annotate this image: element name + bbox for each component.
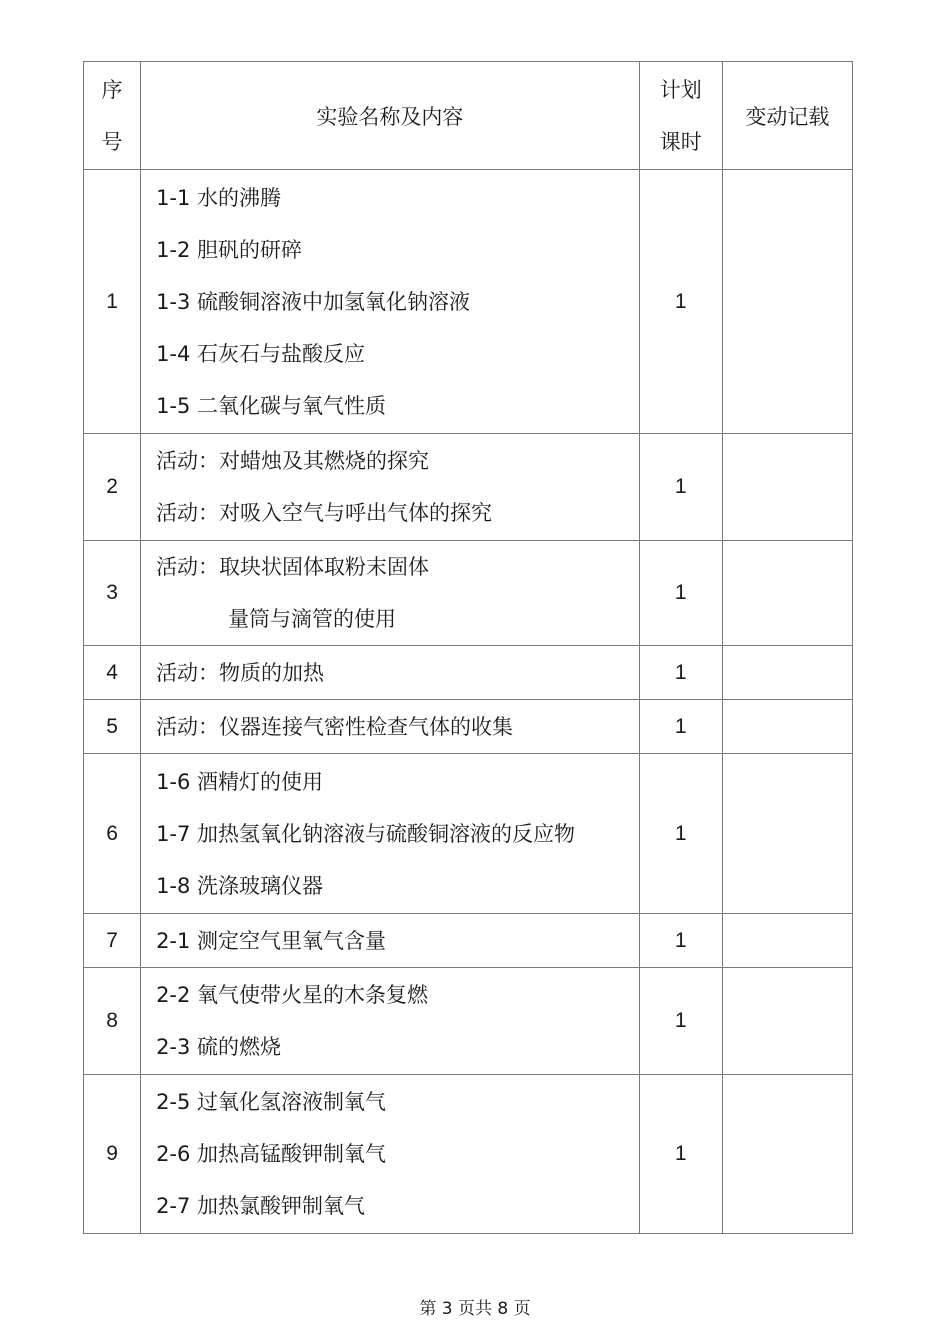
row-experiment-content [141,968,640,1075]
experiment-item: 活动：仪器连接气密性检查气体的收集 [156,714,514,739]
table-row [84,754,853,914]
experiment-item: 1-4 石灰石与盐酸反应 [156,341,366,366]
row-serial-number: 7 [84,914,141,968]
row-planned-hours: 1 [639,1075,722,1234]
table-row [84,434,853,541]
header-planned-hours [639,62,722,170]
row-experiment-content [141,1075,640,1234]
experiment-item: 1-8 洗涤玻璃仪器 [156,873,324,898]
row-experiment-content [141,914,640,968]
table-header-row [84,62,853,170]
experiment-item: 1-2 胆矾的研碎 [156,237,303,262]
experiment-item: 1-3 硫酸铜溶液中加氢氧化钠溶液 [156,289,471,314]
row-serial-number: 9 [84,1075,141,1234]
experiment-item: 2-2 氧气使带火星的木条复燃 [156,983,429,1007]
experiment-item: 2-6 加热高锰酸钾制氧气 [156,1142,387,1166]
row-planned-hours: 1 [639,700,722,754]
row-planned-hours: 1 [639,434,722,541]
table-row [84,541,853,646]
row-serial-number: 2 [84,434,141,541]
header-serial-line-1: 序 [101,77,123,102]
row-planned-hours: 1 [639,754,722,914]
row-change-record [722,541,852,646]
header-hours-line-2: 课时 [659,129,702,154]
row-serial-number: 8 [84,968,141,1075]
table-row [84,700,853,754]
experiment-item: 活动：物质的加热 [156,660,325,685]
row-experiment-content [141,541,640,646]
header-experiment-name: 实验名称及内容 [141,62,640,170]
experiment-item: 活动：对吸入空气与呼出气体的探究 [156,501,493,525]
header-serial-number [84,62,141,170]
row-experiment-content [141,170,640,434]
experiment-item: 1-5 二氧化碳与氧气性质 [156,393,387,418]
row-change-record [722,968,852,1075]
row-planned-hours: 1 [639,914,722,968]
experiment-item: 2-1 测定空气里氧气含量 [156,928,387,953]
row-experiment-content [141,434,640,541]
row-change-record [722,1075,852,1234]
header-serial-line-2: 号 [101,129,123,154]
row-planned-hours: 1 [639,170,722,434]
row-experiment-content [141,646,640,700]
row-change-record [722,646,852,700]
header-change-record: 变动记载 [722,62,852,170]
row-experiment-content [141,700,640,754]
table-row [84,646,853,700]
table-row [84,170,853,434]
experiment-item: 2-7 加热氯酸钾制氧气 [156,1194,366,1218]
row-change-record [722,754,852,914]
row-change-record [722,914,852,968]
experiment-item: 1-6 酒精灯的使用 [156,769,324,794]
row-serial-number: 1 [84,170,141,434]
experiment-item: 1-1 水的沸腾 [156,185,282,210]
row-serial-number: 5 [84,700,141,754]
experiment-item: 2-5 过氧化氢溶液制氧气 [156,1090,387,1114]
row-planned-hours: 1 [639,968,722,1075]
experiment-item: 2-3 硫的燃烧 [156,1035,282,1059]
header-hours-line-1: 计划 [659,77,702,102]
row-planned-hours: 1 [639,646,722,700]
experiment-item: 量筒与滴管的使用 [228,607,397,631]
row-serial-number: 6 [84,754,141,914]
row-serial-number: 4 [84,646,141,700]
row-change-record [722,700,852,754]
row-serial-number: 3 [84,541,141,646]
experiment-item: 活动：对蜡烛及其燃烧的探究 [156,449,430,473]
table-row [84,914,853,968]
experiment-table [83,61,853,1234]
row-change-record [722,170,852,434]
row-planned-hours: 1 [639,541,722,646]
row-change-record [722,434,852,541]
table-row [84,1075,853,1234]
row-experiment-content [141,754,640,914]
experiment-item: 活动：取块状固体取粉末固体 [156,555,430,579]
table-row [84,968,853,1075]
page-number-footer: 第 3 页共 8 页 [419,1299,531,1319]
experiment-item: 1-7 加热氢氧化钠溶液与硫酸铜溶液的反应物 [156,821,576,846]
